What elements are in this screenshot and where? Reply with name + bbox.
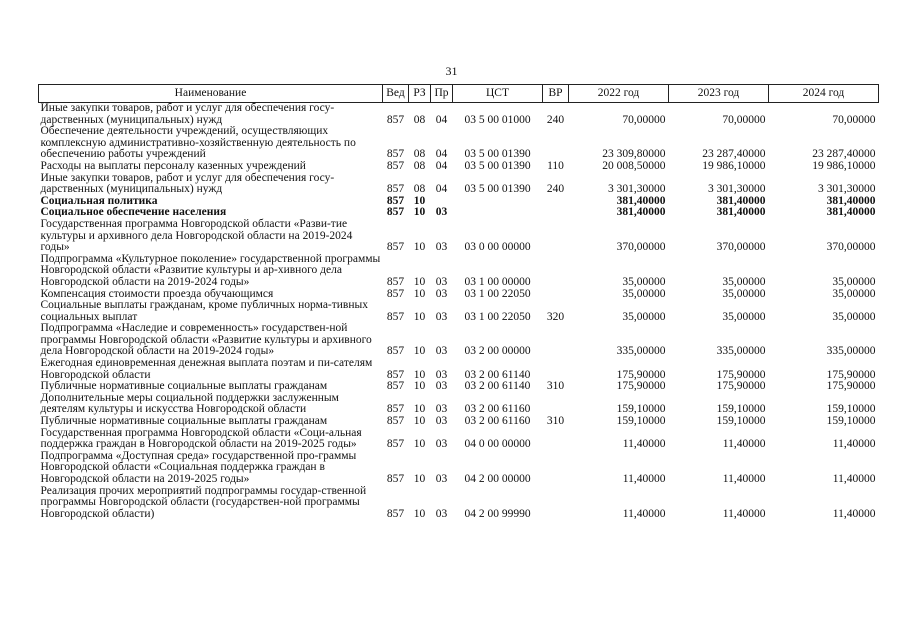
cell-name: Иные закупки товаров, работ и услуг для обеспечения госу-дарственных (муниципальных) нужд bbox=[40, 102, 335, 126]
cell-2023: 370,00000 bbox=[716, 241, 766, 254]
cell-2024: 3 301,30000 bbox=[818, 183, 876, 196]
cell-ved: 857 bbox=[386, 183, 405, 196]
cell-rz: 10 bbox=[413, 287, 426, 300]
cell-vr: 310 bbox=[546, 415, 565, 428]
cell-rz: 10 bbox=[413, 206, 426, 219]
cell-vr: 240 bbox=[546, 113, 565, 126]
cell-2024: 159,10000 bbox=[826, 403, 876, 416]
cell-ved: 857 bbox=[386, 241, 405, 254]
cell-name: Государственная программа Новгородской области «Соци-альная поддержка граждан в Новгородской области на 2019-2025 годы» bbox=[40, 426, 362, 451]
cell-2024: 11,40000 bbox=[832, 473, 876, 485]
cell-pr: 04 bbox=[435, 159, 448, 172]
cell-2022: 35,00000 bbox=[622, 310, 666, 323]
cell-2024: 35,00000 bbox=[832, 287, 876, 300]
cell-2023: 23 287,40000 bbox=[702, 148, 766, 161]
cell-2024: 23 287,40000 bbox=[812, 148, 876, 161]
table-row bbox=[39, 451, 879, 486]
cell-2022: 35,00000 bbox=[622, 287, 666, 300]
cell-vr: 310 bbox=[546, 380, 565, 393]
cell-ved: 857 bbox=[386, 275, 405, 288]
table-row bbox=[39, 416, 879, 428]
cell-pr: 04 bbox=[435, 183, 448, 196]
cell-vr: 110 bbox=[547, 159, 564, 172]
cell-pr: 04 bbox=[435, 113, 448, 126]
cell-2024: 35,00000 bbox=[832, 310, 876, 323]
cell-rz: 10 bbox=[413, 473, 426, 485]
header-2024: 2024 год bbox=[769, 85, 879, 103]
table-row bbox=[39, 173, 879, 196]
cell-2022: 175,90000 bbox=[616, 368, 666, 381]
cell-cst: 03 0 00 00000 bbox=[464, 241, 531, 254]
table-row bbox=[39, 161, 879, 173]
cell-2022: 20 008,50000 bbox=[602, 159, 666, 172]
cell-rz: 10 bbox=[413, 275, 426, 288]
header-rz: РЗ bbox=[409, 85, 431, 103]
cell-2022: 370,00000 bbox=[616, 241, 666, 254]
table-body bbox=[39, 103, 879, 521]
cell-ved: 857 bbox=[386, 159, 405, 172]
cell-name: Реализация прочих мероприятий подпрограммы государ-ственной программы Новгородской области (государствен-ной программы Новгородской области) bbox=[40, 484, 367, 520]
cell-2023: 35,00000 bbox=[722, 275, 766, 288]
cell-rz: 10 bbox=[413, 345, 426, 358]
cell-name: Компенсация стоимости проезда обучающимся bbox=[40, 287, 274, 300]
cell-rz: 10 bbox=[413, 310, 426, 323]
cell-2024: 70,00000 bbox=[832, 113, 876, 126]
cell-vr bbox=[543, 358, 569, 381]
cell-2023: 175,90000 bbox=[716, 380, 766, 393]
cell-vr: 240 bbox=[546, 183, 565, 196]
cell-rz: 08 bbox=[413, 159, 426, 172]
cell-cst: 03 1 00 22050 bbox=[464, 310, 531, 323]
cell-name: Подпрограмма «Культурное поколение» государственной программы Новгородской области «Развитие культуры и ар-хивного дела Новгородской области на 2019-2024 годы» bbox=[40, 252, 381, 288]
table-row bbox=[39, 254, 879, 289]
cell-2023: 381,40000 bbox=[716, 194, 766, 207]
cell-pr: 03 bbox=[435, 275, 448, 288]
cell-vr bbox=[543, 196, 569, 208]
cell-pr: 04 bbox=[435, 148, 448, 161]
cell-name: Социальные выплаты гражданам, кроме публичных норма-тивных социальных выплат bbox=[40, 299, 368, 323]
cell-ved: 857 bbox=[386, 368, 405, 381]
cell-cst: 04 2 00 00000 bbox=[464, 473, 531, 485]
cell-2023: 35,00000 bbox=[722, 310, 766, 323]
cell-cst: 03 5 00 01000 bbox=[464, 113, 531, 126]
cell-pr: 03 bbox=[435, 473, 448, 485]
cell-2024: 11,40000 bbox=[832, 438, 876, 451]
cell-2023: 159,10000 bbox=[716, 415, 766, 428]
cell-pr: 03 bbox=[435, 206, 448, 219]
cell-pr: 03 bbox=[435, 287, 448, 300]
cell-2024: 19 986,10000 bbox=[812, 159, 876, 172]
cell-rz: 10 bbox=[413, 507, 426, 520]
table-row bbox=[39, 486, 879, 521]
cell-pr: 03 bbox=[435, 415, 448, 428]
cell-2022: 35,00000 bbox=[622, 275, 666, 288]
cell-2023: 381,40000 bbox=[716, 206, 766, 219]
cell-pr: 03 bbox=[435, 507, 448, 520]
header-cst: ЦСТ bbox=[453, 85, 543, 103]
cell-name: Социальное обеспечение населения bbox=[40, 206, 227, 219]
cell-ved: 857 bbox=[386, 473, 405, 485]
cell-name: Публичные нормативные социальные выплаты гражданам bbox=[40, 415, 328, 428]
cell-2022: 23 309,80000 bbox=[602, 148, 666, 161]
cell-2022: 381,40000 bbox=[616, 194, 666, 207]
cell-vr bbox=[543, 207, 569, 219]
cell-2022: 11,40000 bbox=[622, 438, 666, 451]
cell-2023: 11,40000 bbox=[722, 507, 766, 520]
header-name: Наименование bbox=[39, 85, 383, 103]
cell-cst: 03 2 00 61140 bbox=[464, 380, 531, 393]
header-pr: Пр bbox=[431, 85, 453, 103]
cell-2023: 19 986,10000 bbox=[702, 159, 766, 172]
cell-2024: 11,40000 bbox=[832, 507, 876, 520]
cell-2024: 370,00000 bbox=[826, 241, 876, 254]
cell-vr: 320 bbox=[546, 310, 565, 323]
cell-rz: 10 bbox=[413, 368, 426, 381]
cell-pr: 03 bbox=[435, 380, 448, 393]
cell-pr: 03 bbox=[435, 403, 448, 416]
cell-cst: 03 5 00 01390 bbox=[464, 148, 531, 161]
cell-cst: 03 2 00 61160 bbox=[464, 403, 531, 416]
header-2022: 2022 год bbox=[569, 85, 669, 103]
cell-vr bbox=[543, 289, 569, 301]
cell-vr bbox=[543, 451, 569, 486]
cell-2023: 70,00000 bbox=[722, 113, 766, 126]
cell-2022: 381,40000 bbox=[616, 206, 666, 219]
cell-ved: 857 bbox=[386, 113, 405, 126]
cell-2024: 175,90000 bbox=[826, 380, 876, 393]
table-row bbox=[39, 219, 879, 254]
cell-ved: 857 bbox=[386, 415, 405, 428]
cell-ved: 857 bbox=[386, 310, 405, 323]
cell-cst: 04 0 00 00000 bbox=[464, 438, 531, 451]
cell-cst: 03 5 00 01390 bbox=[464, 183, 531, 196]
cell-2022: 335,00000 bbox=[616, 345, 666, 358]
cell-ved: 857 bbox=[386, 507, 405, 520]
cell-2023: 11,40000 bbox=[722, 438, 766, 451]
table-row bbox=[39, 300, 879, 323]
cell-name: Подпрограмма «Наследие и современность» государствен-ной программы Новгородской области «Развитие культуры и архивного дела Новгородской области на 2019-2024 годы» bbox=[40, 322, 372, 358]
table-row bbox=[39, 358, 879, 381]
cell-name: Обеспечение деятельности учреждений, осуществляющих комплексную административно-хозяйственную деятельность по обеспечению работы учреждений bbox=[40, 125, 356, 161]
cell-2023: 175,90000 bbox=[716, 368, 766, 381]
cell-rz: 10 bbox=[413, 415, 426, 428]
cell-rz: 10 bbox=[413, 194, 426, 207]
cell-name: Социальная политика bbox=[40, 194, 158, 207]
header-row bbox=[39, 85, 879, 103]
cell-vr bbox=[543, 393, 569, 416]
cell-2024: 159,10000 bbox=[826, 415, 876, 428]
cell-cst: 03 5 00 01390 bbox=[464, 159, 531, 172]
cell-vr bbox=[543, 219, 569, 254]
header-vr: ВР bbox=[543, 85, 569, 103]
cell-2024: 381,40000 bbox=[826, 206, 876, 219]
cell-2023: 11,40000 bbox=[722, 473, 766, 485]
cell-2024: 381,40000 bbox=[826, 194, 876, 207]
cell-rz: 10 bbox=[413, 438, 426, 451]
cell-ved: 857 bbox=[386, 345, 405, 358]
cell-2023: 335,00000 bbox=[716, 345, 766, 358]
cell-name: Расходы на выплаты персоналу казенных учреждений bbox=[40, 159, 306, 172]
cell-rz: 10 bbox=[413, 380, 426, 393]
budget-table bbox=[38, 84, 879, 520]
header-2023: 2023 год bbox=[669, 85, 769, 103]
cell-2023: 35,00000 bbox=[722, 287, 766, 300]
table-row bbox=[39, 428, 879, 451]
cell-rz: 08 bbox=[413, 148, 426, 161]
cell-ved: 857 bbox=[386, 287, 405, 300]
cell-pr: 03 bbox=[435, 310, 448, 323]
cell-ved: 857 bbox=[386, 380, 405, 393]
cell-2024: 335,00000 bbox=[826, 345, 876, 358]
cell-vr bbox=[543, 323, 569, 358]
table-row bbox=[39, 126, 879, 161]
cell-2022: 70,00000 bbox=[622, 113, 666, 126]
table-row bbox=[39, 393, 879, 416]
cell-cst bbox=[453, 207, 543, 219]
cell-cst: 04 2 00 99990 bbox=[464, 507, 531, 520]
cell-2024: 175,90000 bbox=[826, 368, 876, 381]
cell-2024: 35,00000 bbox=[832, 275, 876, 288]
table-row bbox=[39, 103, 879, 127]
cell-2023: 3 301,30000 bbox=[708, 183, 766, 196]
cell-ved: 857 bbox=[386, 438, 405, 451]
table-header bbox=[39, 85, 879, 103]
cell-ved: 857 bbox=[386, 403, 405, 416]
cell-name: Государственная программа Новгородской области «Разви-тие культуры и архивного дела Новгородской области на 2019-2024 годы» bbox=[40, 217, 353, 254]
cell-ved: 857 bbox=[386, 206, 405, 219]
cell-cst: 03 2 00 00000 bbox=[464, 345, 531, 358]
cell-cst: 03 2 00 61140 bbox=[464, 368, 531, 381]
header-ved: Вед bbox=[383, 85, 409, 103]
cell-name: Ежегодная единовременная денежная выплата поэтам и пи-сателям Новгородской области bbox=[40, 357, 373, 381]
cell-vr bbox=[543, 428, 569, 451]
cell-pr: 03 bbox=[435, 438, 448, 451]
cell-pr: 03 bbox=[435, 368, 448, 381]
cell-2022: 3 301,30000 bbox=[608, 183, 666, 196]
cell-vr bbox=[543, 486, 569, 521]
cell-rz: 10 bbox=[413, 403, 426, 416]
cell-ved: 857 bbox=[386, 194, 405, 207]
cell-cst bbox=[453, 196, 543, 208]
cell-2022: 175,90000 bbox=[616, 380, 666, 393]
cell-2022: 11,40000 bbox=[622, 473, 666, 485]
cell-2022: 159,10000 bbox=[616, 415, 666, 428]
cell-rz: 08 bbox=[413, 183, 426, 196]
cell-rz: 10 bbox=[413, 241, 426, 254]
table-row bbox=[39, 323, 879, 358]
cell-name: Публичные нормативные социальные выплаты гражданам bbox=[40, 380, 328, 393]
cell-vr bbox=[543, 254, 569, 289]
cell-ved: 857 bbox=[386, 148, 405, 161]
cell-cst: 03 2 00 61160 bbox=[464, 415, 531, 428]
cell-name: Подпрограмма «Доступная среда» государственной про-граммы Новгородской области «Социальная поддержка граждан в Новгородской области на 2019-2025 годы» bbox=[40, 449, 357, 485]
cell-2022: 159,10000 bbox=[616, 403, 666, 416]
cell-pr: 03 bbox=[435, 241, 448, 254]
cell-vr bbox=[543, 126, 569, 161]
cell-cst: 03 1 00 00000 bbox=[464, 275, 531, 288]
cell-name: Иные закупки товаров, работ и услуг для обеспечения госу-дарственных (муниципальных) нужд bbox=[40, 171, 335, 196]
page-number: 31 bbox=[445, 64, 458, 78]
cell-cst: 03 1 00 22050 bbox=[464, 287, 531, 300]
cell-name: Дополнительные меры социальной поддержки заслуженным деятелям культуры и искусства Новгородской области bbox=[40, 391, 339, 416]
cell-rz: 08 bbox=[413, 113, 426, 126]
cell-2022: 11,40000 bbox=[622, 507, 666, 520]
cell-pr: 03 bbox=[435, 345, 448, 358]
cell-2023: 159,10000 bbox=[716, 403, 766, 416]
